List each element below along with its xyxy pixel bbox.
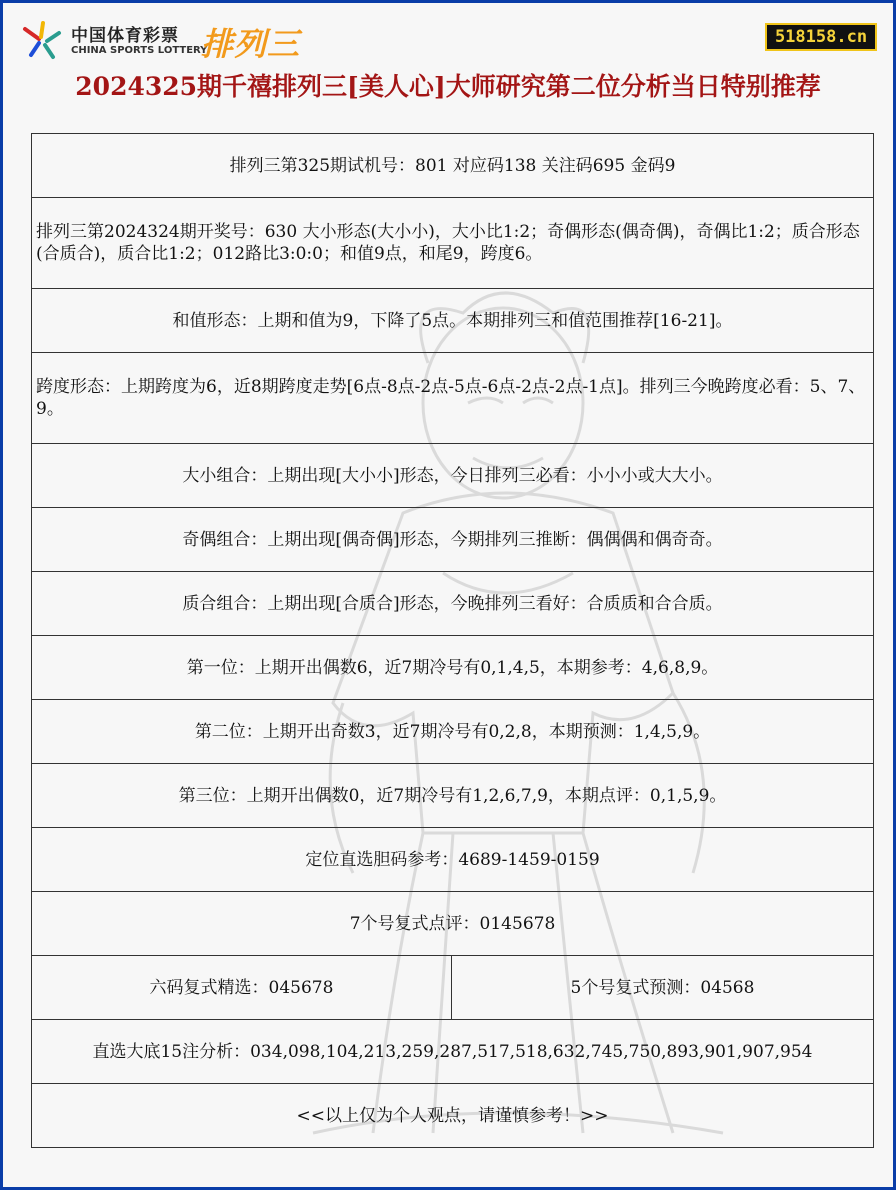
table-row-position-2 bbox=[32, 700, 873, 764]
page-title: 2024325期千禧排列三[美人心]大师研究第二位分析当日特别推荐 bbox=[75, 72, 821, 101]
table-row-disclaimer bbox=[32, 1084, 873, 1148]
table-row-span-form bbox=[32, 353, 873, 444]
sum-form-text: 和值形态：上期和值为9，下降了5点。本期排列三和值范围推荐[16-21]。 bbox=[172, 310, 733, 331]
span-form-text: 跨度形态：上期跨度为6，近8期跨度走势[6点-8点-2点-5点-6点-2点-2点-1点]。排列三今晚跨度必看：5、7、9。 bbox=[36, 377, 866, 419]
big-base-text: 直选大底15注分析：034,098,104,213,259,287,517,518,632,745,750,893,901,907,954 bbox=[92, 1041, 813, 1062]
five-code-cell bbox=[452, 956, 873, 1019]
sports-lottery-logo-icon bbox=[21, 19, 63, 61]
dan-code-text: 定位直选胆码参考：4689-1459-0159 bbox=[305, 849, 600, 870]
position-2-text: 第二位：上期开出奇数3，近7期冷号有0,2,8，本期预测：1,4,5,9。 bbox=[194, 721, 711, 742]
table-row-trial bbox=[32, 134, 873, 198]
trial-number-text: 排列三第325期试机号：801 对应码138 关注码695 金码9 bbox=[229, 155, 676, 176]
logo-game-name: 排列三 bbox=[201, 25, 301, 63]
site-badge: 518158.cn bbox=[765, 23, 877, 51]
table-row-last-draw bbox=[32, 198, 873, 289]
table-row-prime-combo bbox=[32, 572, 873, 636]
table-row-position-1 bbox=[32, 636, 873, 700]
prime-combo-text: 质合组合：上期出现[合质合]形态，今晚排列三看好：合质质和合合质。 bbox=[182, 593, 723, 614]
six-code-text: 六码复式精选：045678 bbox=[149, 977, 334, 998]
sports-lottery-logo bbox=[21, 17, 331, 67]
position-1-text: 第一位：上期开出偶数6，近7期冷号有0,1,4,5，本期参考：4,6,8,9。 bbox=[186, 657, 719, 678]
table-row-position-3 bbox=[32, 764, 873, 828]
last-draw-text: 排列三第2024324期开奖号：630 大小形态(大小小)，大小比1:2；奇偶形态(偶奇偶)，奇偶比1:2；质合形态(合质合)，质合比1:2；012路比3:0:0；和值9点，和尾9，跨度6。 bbox=[36, 222, 860, 264]
table-row-big-base bbox=[32, 1020, 873, 1084]
table-row-seven-code bbox=[32, 892, 873, 956]
five-code-text: 5个号复式预测：04568 bbox=[570, 977, 755, 998]
position-3-text: 第三位：上期开出偶数0，近7期冷号有1,2,6,7,9，本期点评：0,1,5,9。 bbox=[178, 785, 727, 806]
logo-chinese-text: 中国体育彩票 bbox=[71, 26, 179, 46]
disclaimer-text: <<以上仅为个人观点，请谨慎参考！>> bbox=[296, 1105, 609, 1126]
size-combo-text: 大小组合：上期出现[大小小]形态，今日排列三必看：小小小或大大小。 bbox=[182, 465, 723, 486]
table-row-parity-combo bbox=[32, 508, 873, 572]
header bbox=[3, 3, 893, 133]
logo-english-text: CHINA SPORTS LOTTERY bbox=[71, 45, 208, 56]
table-row-dan-code bbox=[32, 828, 873, 892]
table-row-sum-form bbox=[32, 289, 873, 353]
parity-combo-text: 奇偶组合：上期出现[偶奇偶]形态，今期排列三推断：偶偶偶和偶奇奇。 bbox=[182, 529, 723, 550]
analysis-table bbox=[31, 133, 874, 1148]
table-row-six-five-code bbox=[32, 956, 873, 1020]
seven-code-text: 7个号复式点评：0145678 bbox=[349, 913, 556, 934]
six-code-cell bbox=[32, 956, 452, 1019]
table-row-size-combo bbox=[32, 444, 873, 508]
